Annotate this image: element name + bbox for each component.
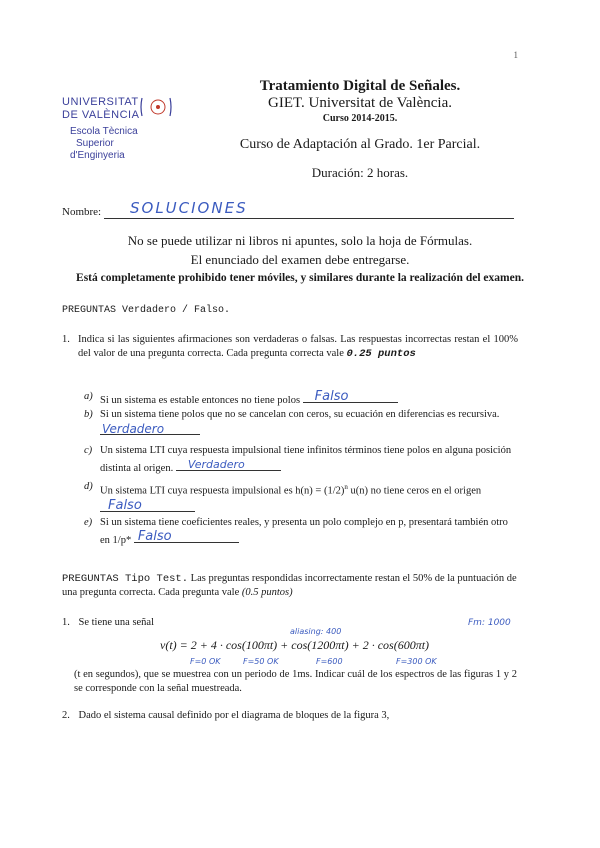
- item-a-answer: Falso: [314, 389, 349, 404]
- item-e-answer: Falso: [137, 529, 172, 544]
- section-test-points: (0.5 puntos): [241, 587, 293, 598]
- note-f300: F=300 OK: [396, 657, 437, 666]
- exam-header: [205, 78, 515, 126]
- logo-school-name: Escola Tècnica Superior d'Enginyeria: [70, 126, 138, 161]
- question-1: [62, 333, 517, 375]
- item-c-answer: Verdadero: [187, 458, 245, 471]
- question-points: 0.25 puntos: [346, 348, 416, 360]
- section-test-text: Las preguntas respondidas incorrectamente restan el 50% de la puntuación de una pregunta correcta. Cada pregunta vale: [62, 573, 517, 598]
- section-test-intro: [62, 572, 517, 600]
- item-e-answer-blank: [134, 530, 239, 543]
- university-logo: [62, 96, 182, 176]
- exam-year: Curso 2014-2015.: [322, 113, 398, 124]
- item-c-answer-blank: [176, 458, 281, 471]
- test-question-2: 2. Dado el sistema causal definido por el diagrama de bloques de la figura 3,: [62, 710, 390, 721]
- rule-line-2: El enunciado del examen debe entregarse.: [190, 252, 410, 267]
- item-b-text: Si un sistema tiene polos que no se cancelan con ceros, su ecuación en diferencias es recursiva.: [100, 409, 500, 420]
- note-f50: F=50 OK: [243, 657, 279, 666]
- note-f0: F=0 OK: [190, 657, 221, 666]
- course-line: Curso de Adaptación al Grado. 1er Parcial.: [239, 137, 481, 152]
- item-d-text-b: u(n) no tiene ceros en el origen: [350, 485, 482, 497]
- item-c-text: Un sistema LTI cuya respuesta impulsional tiene infinitos términos tiene polos en alguna posición distinta al origen.: [100, 445, 512, 474]
- exam-title: Tratamiento Digital de Señales.: [259, 78, 461, 94]
- item-d-exponent: n: [344, 483, 348, 491]
- note-f600: F=600: [316, 657, 343, 666]
- section-test-title: PREGUNTAS Tipo Test.: [62, 573, 189, 585]
- signal-formula: v(t) = 2 + 4 · cos(100πt) + cos(1200πt) + 2 · cos(600πt): [160, 638, 430, 652]
- page-number: 1: [513, 50, 518, 60]
- item-a-answer-blank: [303, 390, 398, 403]
- test-question-1-text: (t en segundos), que se muestrea con un periodo de 1ms. Indicar cuál de los espectros de las figuras 1 y 2 se corresponde con la señal muestreada.: [74, 669, 517, 694]
- item-d-answer: Falso: [108, 497, 142, 513]
- logo-university-name: UNIVERSITAT DE VALÈNCIA: [62, 96, 140, 121]
- name-field-line: [104, 218, 514, 219]
- item-b-answer-blank: [100, 422, 200, 435]
- section-true-false-title: PREGUNTAS Verdadero / Falso.: [62, 305, 231, 316]
- name-label: Nombre:: [62, 206, 102, 218]
- rule-line-3: Está completamente prohibido tener móviles, y similares durante la realización del examen.: [76, 272, 524, 284]
- item-d-text-a: Un sistema LTI cuya respuesta impulsional es h(n) = (1/2): [100, 485, 345, 497]
- item-b-answer: Verdadero: [102, 422, 165, 436]
- duration-line: Duración: 2 horas.: [311, 165, 409, 180]
- rule-line-1: No se puede utilizar ni libros ni apuntes, solo la hoja de Fórmulas.: [127, 233, 473, 248]
- university-seal-icon: [138, 96, 174, 118]
- question-number: 1.: [62, 334, 70, 345]
- exam-subtitle: GIET. Universitat de València.: [268, 95, 452, 111]
- item-e-text: Si un sistema tiene coeficientes reales, y presenta un polo complejo en p, presentará también otro en 1/p*: [100, 517, 508, 546]
- note-aliasing: aliasing: 400: [290, 627, 342, 636]
- item-d-answer-blank: [100, 499, 195, 512]
- question-text: Indica si las siguientes afirmaciones son verdaderas o falsas. Las respuestas incorrectas restan el 100% del valor de una pregunta correcta. Cada pregunta correcta vale: [78, 334, 518, 359]
- note-sampling-frequency: Fm: 1000: [468, 618, 511, 628]
- name-handwritten: SOLUCIONES: [130, 199, 248, 217]
- item-a-text: Si un sistema es estable entonces no tiene polos: [100, 395, 301, 406]
- test-question-1-intro: 1. Se tiene una señal: [62, 617, 155, 628]
